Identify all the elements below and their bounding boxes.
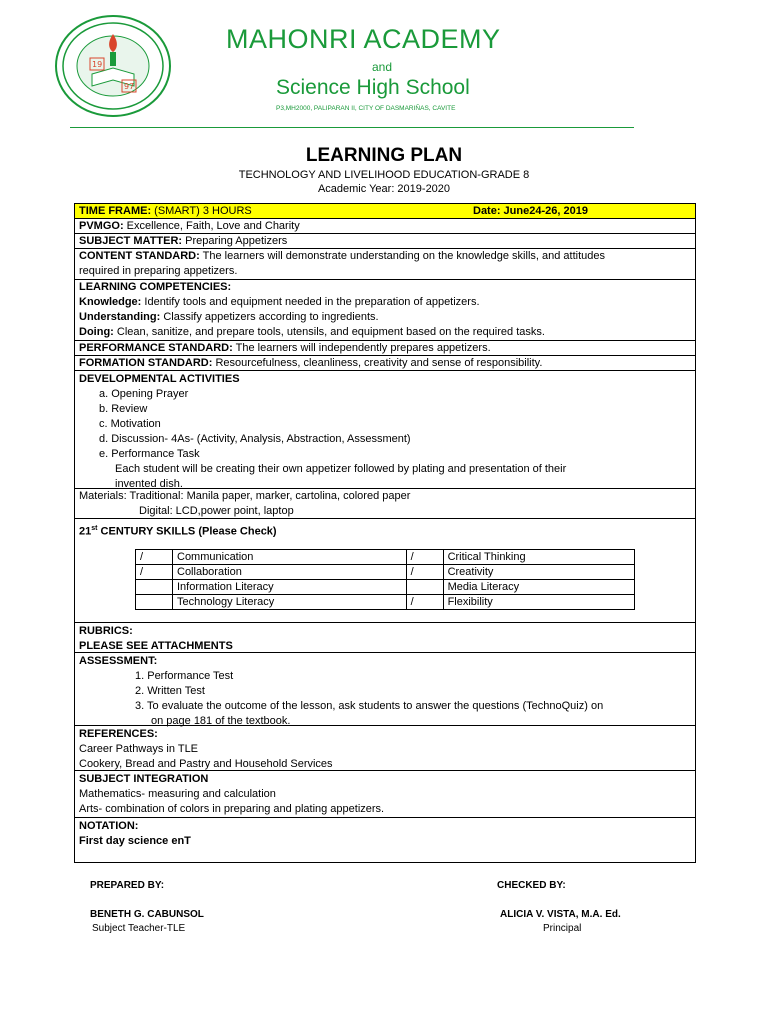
dev-activities-label: DEVELOPMENTAL ACTIVITIES bbox=[79, 373, 240, 385]
materials-row bbox=[75, 489, 695, 519]
content-standard-value-2: required in preparing appetizers. bbox=[79, 265, 238, 277]
skill-name: Media Literacy bbox=[443, 580, 634, 595]
skill-name: Creativity bbox=[443, 565, 634, 580]
document-subtitle: TECHNOLOGY AND LIVELIHOOD EDUCATION-GRADE 8 bbox=[238, 169, 530, 181]
references-row bbox=[75, 726, 695, 771]
skill-name: Flexibility bbox=[443, 595, 634, 610]
skills-row bbox=[136, 565, 635, 580]
checked-by-role: Principal bbox=[543, 923, 582, 934]
learning-plan-table bbox=[74, 203, 696, 863]
skills-checklist bbox=[135, 549, 635, 610]
performance-value: The learners will independently prepares appetizers. bbox=[232, 342, 491, 354]
notation-value: First day science enT bbox=[79, 835, 191, 847]
assessment-item: 3. To evaluate the outcome of the lesson, ask students to answer the questions (TechnoQuiz) on bbox=[135, 700, 604, 712]
prepared-by-label: PREPARED BY: bbox=[90, 880, 165, 891]
knowledge-value: Identify tools and equipment needed in the preparation of appetizers. bbox=[141, 296, 480, 308]
assessment-item: 2. Written Test bbox=[135, 685, 205, 697]
assessment-label: ASSESSMENT: bbox=[79, 655, 158, 667]
performance-task-line-1: Each student will be creating their own appetizer followed by plating and presentation of their bbox=[115, 463, 567, 475]
dev-item: b. Review bbox=[99, 403, 148, 415]
content-standard-value: The learners will demonstrate understanding on the knowledge skills, and attitudes bbox=[199, 250, 605, 262]
pvmgo-value: Excellence, Faith, Love and Charity bbox=[123, 220, 300, 232]
checked-by-label: CHECKED BY: bbox=[497, 880, 566, 891]
doing-label: Doing: bbox=[79, 326, 114, 338]
formation-value: Resourcefulness, cleanliness, creativity and sense of responsibility. bbox=[212, 357, 543, 369]
understanding-label: Understanding: bbox=[79, 311, 161, 323]
logo-year-left: 19 bbox=[92, 60, 103, 69]
pvmgo-row bbox=[75, 219, 695, 234]
references-label: REFERENCES: bbox=[79, 728, 158, 740]
notation-label: NOTATION: bbox=[79, 820, 139, 832]
academic-year: Academic Year: 2019-2020 bbox=[317, 183, 451, 195]
skill-check[interactable]: / bbox=[406, 550, 443, 565]
prepared-by-name: BENETH G. CABUNSOL bbox=[90, 909, 204, 920]
performance-standard-row bbox=[75, 341, 695, 356]
school-name: MAHONRI ACADEMY bbox=[226, 24, 501, 54]
formation-label: FORMATION STANDARD: bbox=[79, 357, 213, 369]
checked-by-name: ALICIA V. VISTA, M.A. Ed. bbox=[500, 909, 621, 920]
skill-name: Collaboration bbox=[173, 565, 407, 580]
subject-matter-label: SUBJECT MATTER: bbox=[79, 235, 183, 247]
doing-value: Clean, sanitize, and prepare tools, utensils, and equipment based on the required tasks. bbox=[113, 326, 545, 338]
dev-item: a. Opening Prayer bbox=[99, 388, 189, 400]
time-frame-label: TIME FRAME: bbox=[79, 205, 152, 217]
date-value: Date: June24-26, 2019 bbox=[473, 205, 588, 217]
school-subtitle: Science High School bbox=[276, 76, 470, 99]
century-skills-row bbox=[75, 519, 695, 623]
skills-row bbox=[136, 550, 635, 565]
content-standard-row bbox=[75, 249, 695, 280]
skill-check[interactable] bbox=[136, 595, 173, 610]
competencies-label: LEARNING COMPETENCIES: bbox=[79, 281, 232, 293]
content-standard-label: CONTENT STANDARD: bbox=[79, 250, 200, 262]
performance-task-line-2: invented dish. bbox=[115, 478, 183, 490]
skill-name: Communication bbox=[173, 550, 407, 565]
assessment-item: 1. Performance Test bbox=[135, 670, 234, 682]
logo-year-right: 97 bbox=[124, 82, 135, 91]
integration-label: SUBJECT INTEGRATION bbox=[79, 773, 209, 785]
reference-item: Career Pathways in TLE bbox=[79, 743, 199, 755]
competencies-row bbox=[75, 280, 695, 341]
skill-name: Critical Thinking bbox=[443, 550, 634, 565]
assessment-row bbox=[75, 653, 695, 726]
integration-item: Arts- combination of colors in preparing and plating appetizers. bbox=[79, 803, 385, 815]
materials-traditional: Materials: Traditional: Manila paper, marker, cartolina, colored paper bbox=[79, 490, 411, 502]
skill-name: Technology Literacy bbox=[173, 595, 407, 610]
skills-row bbox=[136, 580, 635, 595]
prepared-by-role: Subject Teacher-TLE bbox=[92, 923, 186, 934]
integration-item: Mathematics- measuring and calculation bbox=[79, 788, 276, 800]
skill-name: Information Literacy bbox=[173, 580, 407, 595]
notation-row bbox=[75, 818, 695, 863]
performance-label: PERFORMANCE STANDARD: bbox=[79, 342, 233, 354]
pvmgo-label: PVMGO: bbox=[79, 220, 124, 232]
skills-row bbox=[136, 595, 635, 610]
reference-item: Cookery, Bread and Pastry and Household Services bbox=[79, 758, 333, 770]
header-divider bbox=[70, 127, 634, 128]
school-logo bbox=[54, 14, 172, 118]
skill-check[interactable]: / bbox=[136, 550, 173, 565]
skill-check[interactable]: / bbox=[406, 565, 443, 580]
dev-item: c. Motivation bbox=[99, 418, 161, 430]
dev-item: e. Performance Task bbox=[99, 448, 200, 460]
skill-check[interactable]: / bbox=[406, 595, 443, 610]
subject-matter-row bbox=[75, 234, 695, 249]
subject-matter-value: Preparing Appetizers bbox=[182, 235, 288, 247]
rubrics-row bbox=[75, 623, 695, 653]
rubrics-label: RUBRICS: bbox=[79, 625, 133, 637]
skill-check[interactable]: / bbox=[136, 565, 173, 580]
formation-standard-row bbox=[75, 356, 695, 371]
skill-check[interactable] bbox=[136, 580, 173, 595]
rubrics-value: PLEASE SEE ATTACHMENTS bbox=[79, 640, 233, 652]
developmental-activities-row bbox=[75, 371, 695, 489]
school-address: P3,MH2000, PALIPARAN II, CITY OF DASMARIÑAS, CAVITE bbox=[276, 105, 456, 112]
materials-digital: Digital: LCD,power point, laptop bbox=[139, 505, 294, 517]
assessment-item-cont: on page 181 of the textbook. bbox=[151, 715, 291, 727]
subject-integration-row bbox=[75, 771, 695, 818]
header-and: and bbox=[372, 60, 393, 74]
time-frame-value: (SMART) 3 HOURS bbox=[151, 205, 252, 217]
document-title: LEARNING PLAN bbox=[305, 145, 463, 166]
time-frame-row bbox=[75, 204, 695, 219]
century-skills-label: 21st CENTURY SKILLS (Please Check) bbox=[79, 525, 277, 538]
dev-item: d. Discussion- 4As- (Activity, Analysis, Abstraction, Assessment) bbox=[99, 433, 411, 445]
skill-check[interactable] bbox=[406, 580, 443, 595]
understanding-value: Classify appetizers according to ingredients. bbox=[160, 311, 379, 323]
knowledge-label: Knowledge: bbox=[79, 296, 142, 308]
